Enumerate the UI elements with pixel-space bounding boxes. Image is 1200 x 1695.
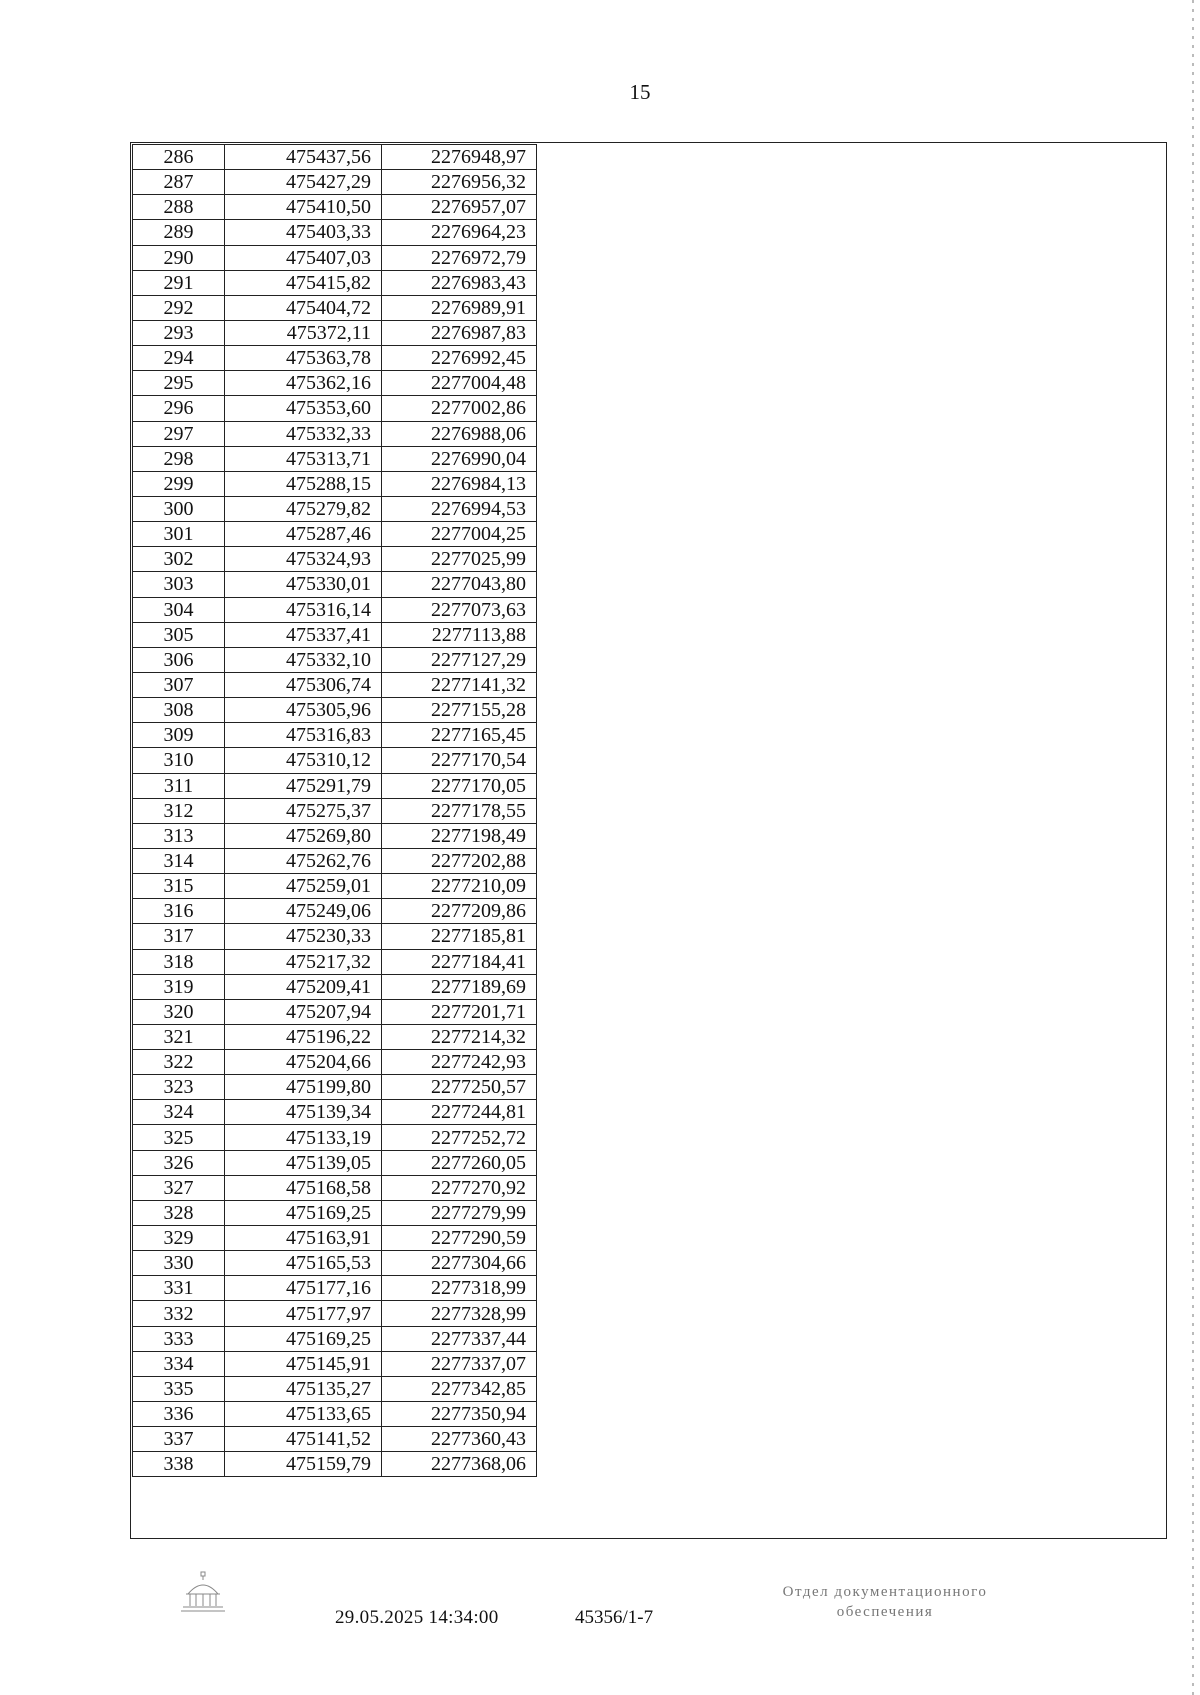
y-coordinate-cell: 2277270,92 [382, 1175, 537, 1200]
point-number-cell: 326 [133, 1150, 225, 1175]
table-row [133, 1376, 537, 1401]
x-coordinate-cell: 475139,34 [225, 1100, 382, 1125]
table-row [133, 1150, 537, 1175]
table-row [133, 1175, 537, 1200]
y-coordinate-cell: 2277304,66 [382, 1251, 537, 1276]
y-coordinate-cell: 2277025,99 [382, 547, 537, 572]
point-number-cell: 331 [133, 1276, 225, 1301]
point-number-cell: 315 [133, 874, 225, 899]
table-row [133, 145, 537, 170]
table-row [133, 496, 537, 521]
x-coordinate-cell: 475324,93 [225, 547, 382, 572]
table-row [133, 396, 537, 421]
y-coordinate-cell: 2277202,88 [382, 848, 537, 873]
y-coordinate-cell: 2276956,32 [382, 170, 537, 195]
point-number-cell: 322 [133, 1050, 225, 1075]
table-row [133, 1351, 537, 1376]
x-coordinate-cell: 475269,80 [225, 823, 382, 848]
point-number-cell: 287 [133, 170, 225, 195]
y-coordinate-cell: 2277127,29 [382, 647, 537, 672]
y-coordinate-cell: 2277279,99 [382, 1200, 537, 1225]
point-number-cell: 324 [133, 1100, 225, 1125]
y-coordinate-cell: 2277155,28 [382, 698, 537, 723]
point-number-cell: 312 [133, 798, 225, 823]
table-row [133, 1050, 537, 1075]
x-coordinate-cell: 475287,46 [225, 522, 382, 547]
coordinates-table [132, 144, 537, 1477]
y-coordinate-cell: 2277242,93 [382, 1050, 537, 1075]
table-row [133, 924, 537, 949]
y-coordinate-cell: 2277337,44 [382, 1326, 537, 1351]
table-row [133, 195, 537, 220]
y-coordinate-cell: 2277250,57 [382, 1075, 537, 1100]
table-row [133, 1226, 537, 1251]
x-coordinate-cell: 475259,01 [225, 874, 382, 899]
point-number-cell: 328 [133, 1200, 225, 1225]
x-coordinate-cell: 475332,33 [225, 421, 382, 446]
table-row [133, 1452, 537, 1477]
point-number-cell: 294 [133, 346, 225, 371]
x-coordinate-cell: 475313,71 [225, 446, 382, 471]
x-coordinate-cell: 475145,91 [225, 1351, 382, 1376]
point-number-cell: 300 [133, 496, 225, 521]
table-row [133, 1251, 537, 1276]
y-coordinate-cell: 2277318,99 [382, 1276, 537, 1301]
point-number-cell: 329 [133, 1226, 225, 1251]
table-row [133, 1301, 537, 1326]
x-coordinate-cell: 475404,72 [225, 295, 382, 320]
table-row [133, 672, 537, 697]
point-number-cell: 327 [133, 1175, 225, 1200]
x-coordinate-cell: 475332,10 [225, 647, 382, 672]
y-coordinate-cell: 2276987,83 [382, 320, 537, 345]
point-number-cell: 317 [133, 924, 225, 949]
point-number-cell: 311 [133, 773, 225, 798]
y-coordinate-cell: 2277260,05 [382, 1150, 537, 1175]
table-row [133, 1326, 537, 1351]
point-number-cell: 323 [133, 1075, 225, 1100]
y-coordinate-cell: 2276983,43 [382, 270, 537, 295]
table-row [133, 1200, 537, 1225]
y-coordinate-cell: 2277209,86 [382, 899, 537, 924]
scan-edge-marks [1192, 0, 1194, 1695]
y-coordinate-cell: 2277337,07 [382, 1351, 537, 1376]
y-coordinate-cell: 2277165,45 [382, 723, 537, 748]
point-number-cell: 301 [133, 522, 225, 547]
point-number-cell: 332 [133, 1301, 225, 1326]
x-coordinate-cell: 475437,56 [225, 145, 382, 170]
y-coordinate-cell: 2276988,06 [382, 421, 537, 446]
x-coordinate-cell: 475330,01 [225, 572, 382, 597]
department-line-2: обеспечения [836, 1603, 934, 1620]
x-coordinate-cell: 475372,11 [225, 320, 382, 345]
table-row [133, 974, 537, 999]
table-row [133, 848, 537, 873]
table-row [133, 773, 537, 798]
x-coordinate-cell: 475310,12 [225, 748, 382, 773]
table-row [133, 597, 537, 622]
x-coordinate-cell: 475353,60 [225, 396, 382, 421]
y-coordinate-cell: 2276990,04 [382, 446, 537, 471]
point-number-cell: 297 [133, 421, 225, 446]
point-number-cell: 338 [133, 1452, 225, 1477]
y-coordinate-cell: 2277185,81 [382, 924, 537, 949]
point-number-cell: 325 [133, 1125, 225, 1150]
table-row [133, 270, 537, 295]
point-number-cell: 289 [133, 220, 225, 245]
point-number-cell: 292 [133, 295, 225, 320]
table-row [133, 748, 537, 773]
x-coordinate-cell: 475363,78 [225, 346, 382, 371]
x-coordinate-cell: 475168,58 [225, 1175, 382, 1200]
table-row [133, 874, 537, 899]
y-coordinate-cell: 2276989,91 [382, 295, 537, 320]
point-number-cell: 291 [133, 270, 225, 295]
table-row [133, 446, 537, 471]
table-row [133, 170, 537, 195]
x-coordinate-cell: 475196,22 [225, 1024, 382, 1049]
x-coordinate-cell: 475217,32 [225, 949, 382, 974]
x-coordinate-cell: 475316,83 [225, 723, 382, 748]
y-coordinate-cell: 2276992,45 [382, 346, 537, 371]
table-row [133, 698, 537, 723]
x-coordinate-cell: 475306,74 [225, 672, 382, 697]
point-number-cell: 319 [133, 974, 225, 999]
y-coordinate-cell: 2277141,32 [382, 672, 537, 697]
table-row [133, 949, 537, 974]
table-row [133, 522, 537, 547]
table-row [133, 421, 537, 446]
point-number-cell: 302 [133, 547, 225, 572]
y-coordinate-cell: 2277342,85 [382, 1376, 537, 1401]
table-row [133, 723, 537, 748]
table-row [133, 1427, 537, 1452]
x-coordinate-cell: 475291,79 [225, 773, 382, 798]
point-number-cell: 313 [133, 823, 225, 848]
y-coordinate-cell: 2277201,71 [382, 999, 537, 1024]
x-coordinate-cell: 475207,94 [225, 999, 382, 1024]
x-coordinate-cell: 475427,29 [225, 170, 382, 195]
x-coordinate-cell: 475159,79 [225, 1452, 382, 1477]
point-number-cell: 309 [133, 723, 225, 748]
y-coordinate-cell: 2277368,06 [382, 1452, 537, 1477]
y-coordinate-cell: 2277073,63 [382, 597, 537, 622]
point-number-cell: 318 [133, 949, 225, 974]
y-coordinate-cell: 2277198,49 [382, 823, 537, 848]
x-coordinate-cell: 475141,52 [225, 1427, 382, 1452]
table-row [133, 999, 537, 1024]
duma-emblem-icon [178, 1570, 228, 1616]
y-coordinate-cell: 2276984,13 [382, 471, 537, 496]
y-coordinate-cell: 2277170,05 [382, 773, 537, 798]
point-number-cell: 320 [133, 999, 225, 1024]
x-coordinate-cell: 475163,91 [225, 1226, 382, 1251]
table-row [133, 346, 537, 371]
x-coordinate-cell: 475165,53 [225, 1251, 382, 1276]
point-number-cell: 305 [133, 622, 225, 647]
department-line-1: Отдел документационного [782, 1584, 988, 1600]
x-coordinate-cell: 475407,03 [225, 245, 382, 270]
y-coordinate-cell: 2276994,53 [382, 496, 537, 521]
point-number-cell: 336 [133, 1402, 225, 1427]
x-coordinate-cell: 475249,06 [225, 899, 382, 924]
x-coordinate-cell: 475209,41 [225, 974, 382, 999]
footer-datetime: 29.05.2025 14:34:00 [335, 1607, 499, 1628]
point-number-cell: 316 [133, 899, 225, 924]
y-coordinate-cell: 2276948,97 [382, 145, 537, 170]
y-coordinate-cell: 2277004,48 [382, 371, 537, 396]
y-coordinate-cell: 2276964,23 [382, 220, 537, 245]
y-coordinate-cell: 2277210,09 [382, 874, 537, 899]
x-coordinate-cell: 475316,14 [225, 597, 382, 622]
x-coordinate-cell: 475362,16 [225, 371, 382, 396]
x-coordinate-cell: 475135,27 [225, 1376, 382, 1401]
x-coordinate-cell: 475139,05 [225, 1150, 382, 1175]
point-number-cell: 290 [133, 245, 225, 270]
y-coordinate-cell: 2277170,54 [382, 748, 537, 773]
point-number-cell: 321 [133, 1024, 225, 1049]
table-row [133, 899, 537, 924]
x-coordinate-cell: 475133,19 [225, 1125, 382, 1150]
table-row [133, 622, 537, 647]
x-coordinate-cell: 475230,33 [225, 924, 382, 949]
table-row [133, 220, 537, 245]
point-number-cell: 307 [133, 672, 225, 697]
point-number-cell: 306 [133, 647, 225, 672]
point-number-cell: 333 [133, 1326, 225, 1351]
table-row [133, 798, 537, 823]
table-row [133, 471, 537, 496]
table-row [133, 371, 537, 396]
y-coordinate-cell: 2277178,55 [382, 798, 537, 823]
y-coordinate-cell: 2277184,41 [382, 949, 537, 974]
y-coordinate-cell: 2277244,81 [382, 1100, 537, 1125]
x-coordinate-cell: 475177,97 [225, 1301, 382, 1326]
point-number-cell: 295 [133, 371, 225, 396]
table-row [133, 572, 537, 597]
x-coordinate-cell: 475415,82 [225, 270, 382, 295]
point-number-cell: 310 [133, 748, 225, 773]
x-coordinate-cell: 475279,82 [225, 496, 382, 521]
point-number-cell: 298 [133, 446, 225, 471]
point-number-cell: 299 [133, 471, 225, 496]
y-coordinate-cell: 2277252,72 [382, 1125, 537, 1150]
y-coordinate-cell: 2277043,80 [382, 572, 537, 597]
x-coordinate-cell: 475403,33 [225, 220, 382, 245]
x-coordinate-cell: 475169,25 [225, 1200, 382, 1225]
point-number-cell: 303 [133, 572, 225, 597]
point-number-cell: 334 [133, 1351, 225, 1376]
point-number-cell: 304 [133, 597, 225, 622]
x-coordinate-cell: 475410,50 [225, 195, 382, 220]
y-coordinate-cell: 2277350,94 [382, 1402, 537, 1427]
table-row [133, 1075, 537, 1100]
point-number-cell: 335 [133, 1376, 225, 1401]
point-number-cell: 286 [133, 145, 225, 170]
point-number-cell: 288 [133, 195, 225, 220]
footer-doc-number: 45356/1-7 [575, 1607, 654, 1628]
page-number: 15 [629, 80, 651, 104]
table-row [133, 320, 537, 345]
x-coordinate-cell: 475177,16 [225, 1276, 382, 1301]
table-row [133, 1276, 537, 1301]
y-coordinate-cell: 2277004,25 [382, 522, 537, 547]
point-number-cell: 337 [133, 1427, 225, 1452]
table-row [133, 295, 537, 320]
table-row [133, 1100, 537, 1125]
y-coordinate-cell: 2277189,69 [382, 974, 537, 999]
point-number-cell: 330 [133, 1251, 225, 1276]
x-coordinate-cell: 475275,37 [225, 798, 382, 823]
x-coordinate-cell: 475305,96 [225, 698, 382, 723]
table-row [133, 245, 537, 270]
y-coordinate-cell: 2277214,32 [382, 1024, 537, 1049]
table-row [133, 647, 537, 672]
x-coordinate-cell: 475133,65 [225, 1402, 382, 1427]
y-coordinate-cell: 2277002,86 [382, 396, 537, 421]
x-coordinate-cell: 475169,25 [225, 1326, 382, 1351]
x-coordinate-cell: 475204,66 [225, 1050, 382, 1075]
table-row [133, 1024, 537, 1049]
table-row [133, 547, 537, 572]
y-coordinate-cell: 2277290,59 [382, 1226, 537, 1251]
x-coordinate-cell: 475337,41 [225, 622, 382, 647]
y-coordinate-cell: 2276957,07 [382, 195, 537, 220]
x-coordinate-cell: 475199,80 [225, 1075, 382, 1100]
table-row [133, 1125, 537, 1150]
point-number-cell: 308 [133, 698, 225, 723]
y-coordinate-cell: 2277328,99 [382, 1301, 537, 1326]
table-row [133, 823, 537, 848]
point-number-cell: 293 [133, 320, 225, 345]
y-coordinate-cell: 2277113,88 [382, 622, 537, 647]
footer-department-stamp [735, 1583, 1035, 1622]
y-coordinate-cell: 2277360,43 [382, 1427, 537, 1452]
x-coordinate-cell: 475288,15 [225, 471, 382, 496]
point-number-cell: 314 [133, 848, 225, 873]
x-coordinate-cell: 475262,76 [225, 848, 382, 873]
table-row [133, 1402, 537, 1427]
point-number-cell: 296 [133, 396, 225, 421]
y-coordinate-cell: 2276972,79 [382, 245, 537, 270]
